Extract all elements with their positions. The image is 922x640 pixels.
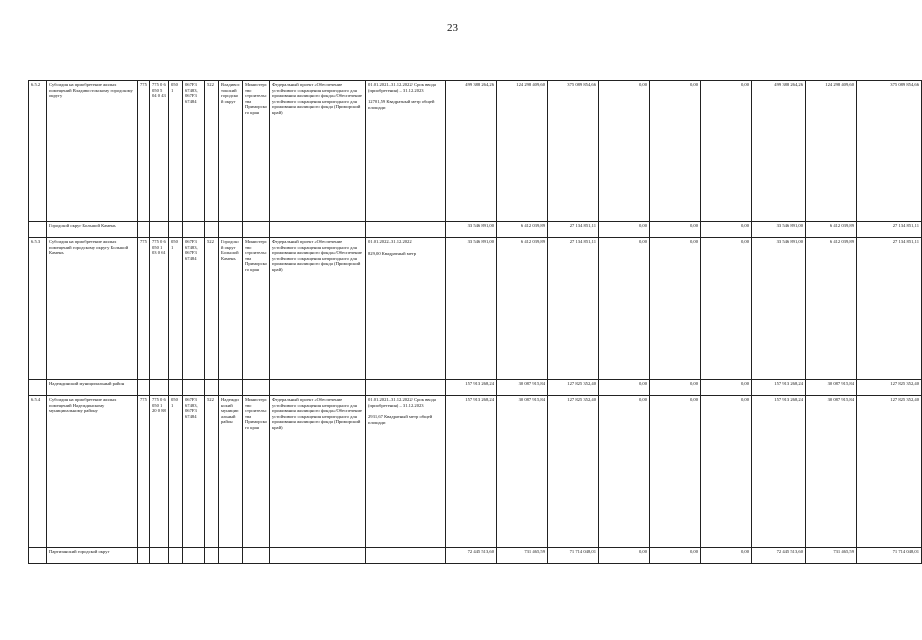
value-fb-1: 6 412 039,89 bbox=[497, 222, 548, 238]
code-program: 775 0 6 050 5 04 0 43 bbox=[150, 81, 169, 222]
recipient: Владивостокский городской округ bbox=[219, 81, 243, 222]
code-type: 522 bbox=[205, 81, 219, 222]
value-total-3: 157 913 268,24 bbox=[752, 380, 806, 396]
value-fb-3: 30 087 915,84 bbox=[806, 396, 857, 548]
table-row bbox=[29, 222, 922, 238]
value-fb-1: 124 298 409,60 bbox=[497, 81, 548, 222]
value-kb-2: 0,00 bbox=[701, 81, 752, 222]
table-row bbox=[29, 548, 922, 564]
value-fb-1: 30 087 915,84 bbox=[497, 396, 548, 548]
row-name: Городской округ Большой Камень bbox=[47, 222, 138, 238]
value-fb-2: 0,00 bbox=[650, 222, 701, 238]
project: Федеральный проект «Обеспечение устойчивого сокращения непригодного для проживания жилищного фонда»/Обеспечение устойчивого сокращения непригодного для проживания жилищного фонда (Приморский край) bbox=[270, 238, 366, 380]
result: 12701,59 Квадратный метр общей площади bbox=[368, 99, 435, 110]
code-grbs: 775 bbox=[138, 81, 150, 222]
value-kb-1: 71 714 048,01 bbox=[548, 548, 599, 564]
row-number: 6.5.4 bbox=[29, 396, 47, 548]
value-kb-3: 375 089 854,66 bbox=[857, 81, 922, 222]
value-total-3: 33 546 891,00 bbox=[752, 222, 806, 238]
row-name: Надеждинский муниципальный район bbox=[47, 380, 138, 396]
value-kb-1: 375 089 854,66 bbox=[548, 81, 599, 222]
value-kb-1: 27 134 851,11 bbox=[548, 238, 599, 380]
value-fb-3: 731 465,59 bbox=[806, 548, 857, 564]
value-total-2: 0,00 bbox=[599, 396, 650, 548]
value-kb-2: 0,00 bbox=[701, 380, 752, 396]
recipient: Надеждинский муниципальный район bbox=[219, 396, 243, 548]
code-target: 067F3 67483, 067F3 67484 bbox=[183, 81, 205, 222]
value-fb-2: 0,00 bbox=[650, 380, 701, 396]
value-total-2: 0,00 bbox=[599, 81, 650, 222]
code-grbs: 775 bbox=[138, 238, 150, 380]
value-fb-2: 0,00 bbox=[650, 548, 701, 564]
value-fb-3: 30 087 915,84 bbox=[806, 380, 857, 396]
period-result bbox=[366, 81, 446, 222]
value-fb-3: 6 412 039,89 bbox=[806, 238, 857, 380]
value-kb-3: 71 714 048,01 bbox=[857, 548, 922, 564]
value-fb-2: 0,00 bbox=[650, 81, 701, 222]
period: 01.01.2021–31.12.2022/ Срок ввода (приобретения) – 31.12.2023 bbox=[368, 397, 436, 408]
value-kb-1: 127 825 352,40 bbox=[548, 380, 599, 396]
value-total-1: 499 388 264,26 bbox=[446, 81, 497, 222]
period: 01.01.2021–31.12.2022/ Срок ввода (приобретения) – 31.12.2023 bbox=[368, 82, 436, 93]
value-kb-2: 0,00 bbox=[701, 238, 752, 380]
table-row bbox=[29, 81, 922, 222]
period-result bbox=[366, 396, 446, 548]
value-kb-3: 27 134 851,11 bbox=[857, 238, 922, 380]
value-fb-2: 0,00 bbox=[650, 396, 701, 548]
value-total-1: 157 913 268,24 bbox=[446, 396, 497, 548]
value-kb-2: 0,00 bbox=[701, 548, 752, 564]
code-grbs: 775 bbox=[138, 396, 150, 548]
row-name: Партизанский городской округ bbox=[47, 548, 138, 564]
value-total-1: 33 546 891,00 bbox=[446, 222, 497, 238]
code-type: 522 bbox=[205, 396, 219, 548]
value-fb-1: 6 412 039,89 bbox=[497, 238, 548, 380]
value-kb-1: 127 825 352,40 bbox=[548, 396, 599, 548]
row-name: Субсидия на приобретение жилых помещений городскому округу Большой Камень bbox=[47, 238, 138, 380]
row-number: 6.5.2 bbox=[29, 81, 47, 222]
value-fb-1: 731 465,59 bbox=[497, 548, 548, 564]
value-total-1: 33 546 891,00 bbox=[446, 238, 497, 380]
value-total-2: 0,00 bbox=[599, 238, 650, 380]
code-target: 067F3 67483, 067F3 67484 bbox=[183, 396, 205, 548]
code-section: 0501 bbox=[169, 81, 183, 222]
project: Федеральный проект «Обеспечение устойчивого сокращения непригодного для проживания жилищного фонда»/Обеспечение устойчивого сокращения непригодного для проживания жилищного фонда (Приморский край) bbox=[270, 396, 366, 548]
value-fb-3: 6 412 039,89 bbox=[806, 222, 857, 238]
code-target: 067F3 67483, 067F3 67484 bbox=[183, 238, 205, 380]
value-kb-2: 0,00 bbox=[701, 396, 752, 548]
period: 01.01.2022–31.12.2022 bbox=[368, 239, 412, 244]
table-row bbox=[29, 380, 922, 396]
value-kb-3: 127 825 352,40 bbox=[857, 380, 922, 396]
value-kb-2: 0,00 bbox=[701, 222, 752, 238]
value-fb-1: 30 087 915,84 bbox=[497, 380, 548, 396]
budget-table bbox=[28, 80, 922, 564]
value-total-2: 0,00 bbox=[599, 548, 650, 564]
value-total-3: 33 546 891,00 bbox=[752, 238, 806, 380]
value-kb-3: 127 825 352,40 bbox=[857, 396, 922, 548]
row-name: Субсидия на приобретение жилых помещений Владивостокскому городскому округу bbox=[47, 81, 138, 222]
code-type: 522 bbox=[205, 238, 219, 380]
page-number: 23 bbox=[447, 22, 458, 34]
result: 829,00 Квадратный метр bbox=[368, 250, 417, 256]
value-total-2: 0,00 bbox=[599, 380, 650, 396]
row-name: Субсидия на приобретение жилых помещений Надеждинскому муниципальному району bbox=[47, 396, 138, 548]
period-result bbox=[366, 238, 446, 380]
executor: Министерство строительства Приморского края bbox=[243, 396, 270, 548]
project: Федеральный проект «Обеспечение устойчивого сокращения непригодного для проживания жилищного фонда»/Обеспечение устойчивого сокращения непригодного для проживания жилищного фонда (Приморский край) bbox=[270, 81, 366, 222]
table-row bbox=[29, 238, 922, 380]
code-program: 775 0 6 050 1 03 0 61 bbox=[150, 238, 169, 380]
value-total-3: 499 388 264,26 bbox=[752, 81, 806, 222]
value-kb-1: 27 134 851,11 bbox=[548, 222, 599, 238]
row-number: 6.5.3 bbox=[29, 238, 47, 380]
value-kb-3: 27 134 851,11 bbox=[857, 222, 922, 238]
result: 2931,67 Квадратный метр общей площади bbox=[368, 414, 433, 425]
value-total-3: 157 913 268,24 bbox=[752, 396, 806, 548]
table-row bbox=[29, 396, 922, 548]
executor: Министерство строительства Приморского края bbox=[243, 81, 270, 222]
value-total-1: 157 913 268,24 bbox=[446, 380, 497, 396]
recipient: Городской округ Большой Камень bbox=[219, 238, 243, 380]
value-total-3: 72 445 513,60 bbox=[752, 548, 806, 564]
value-total-1: 72 445 513,60 bbox=[446, 548, 497, 564]
executor: Министерство строительства Приморского края bbox=[243, 238, 270, 380]
value-fb-3: 124 298 409,60 bbox=[806, 81, 857, 222]
value-total-2: 0,00 bbox=[599, 222, 650, 238]
code-section: 0501 bbox=[169, 238, 183, 380]
value-fb-2: 0,00 bbox=[650, 238, 701, 380]
code-program: 775 0 6 050 1 20 0 88 bbox=[150, 396, 169, 548]
code-section: 0501 bbox=[169, 396, 183, 548]
